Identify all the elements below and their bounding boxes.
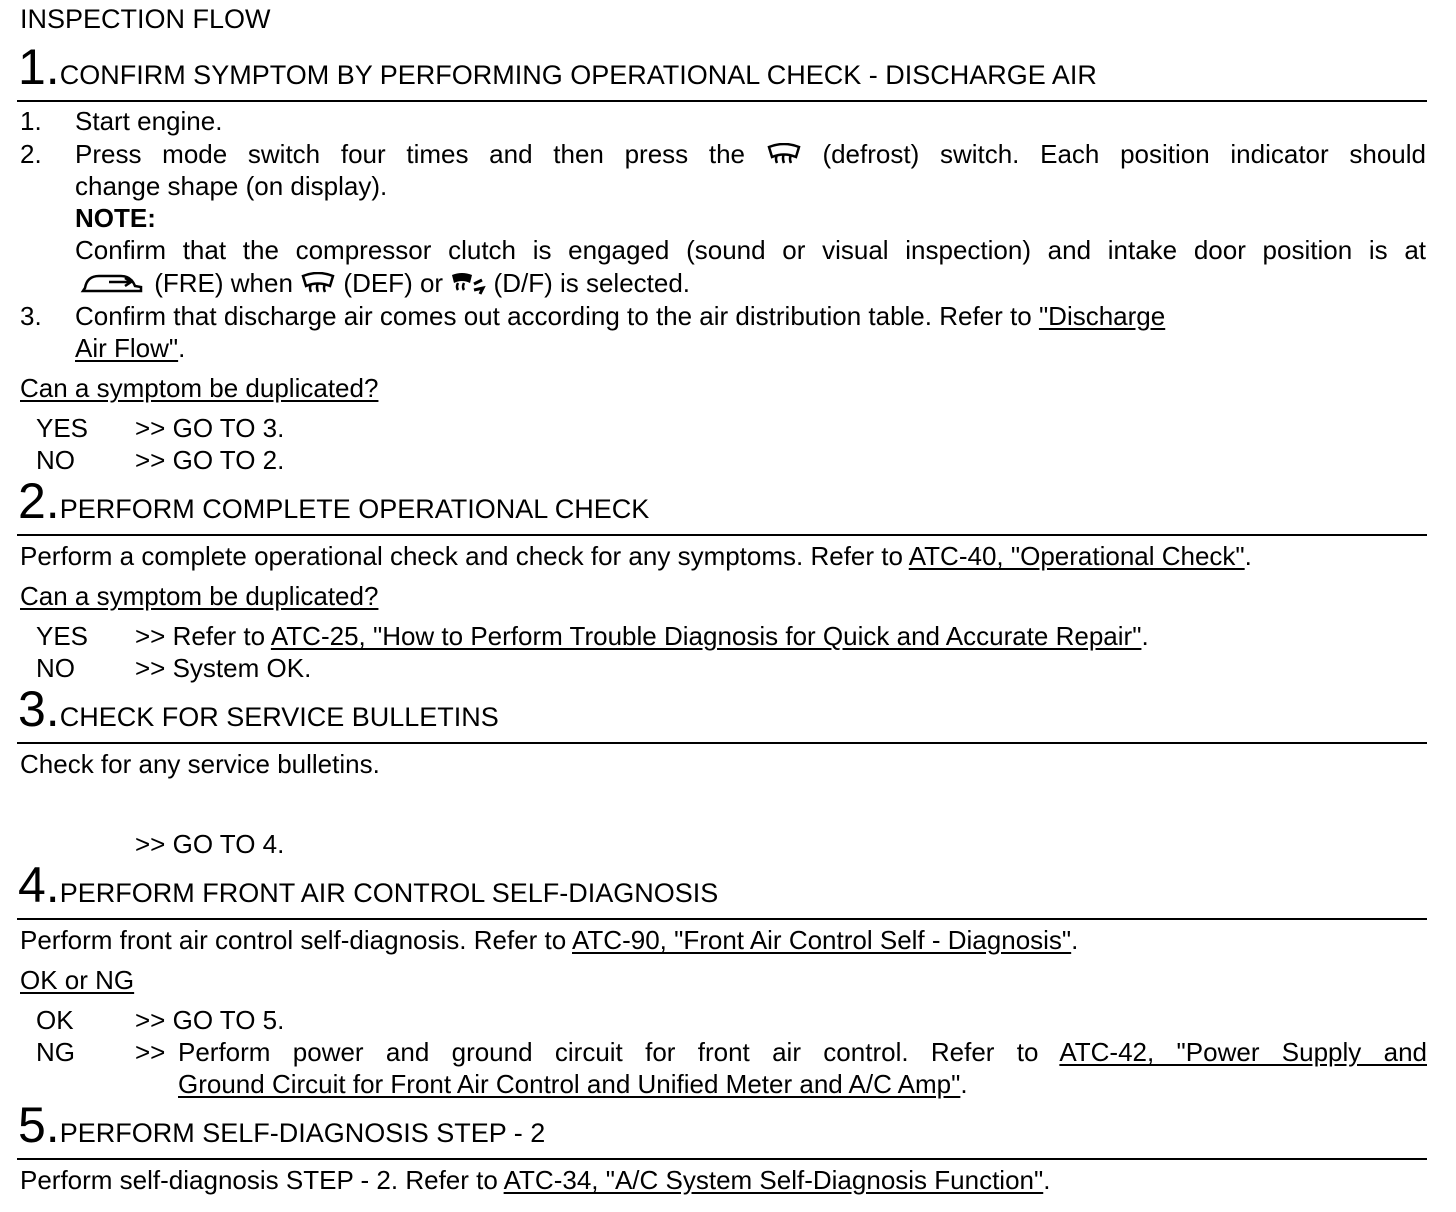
step-number: 1. bbox=[18, 39, 60, 95]
question: OK or NG bbox=[20, 965, 135, 995]
list-item-text: Confirm that discharge air comes out according to the air distribution table. Refer to "Discharge bbox=[75, 301, 1166, 331]
step-3-heading bbox=[18, 681, 499, 737]
step-number: 4. bbox=[18, 857, 60, 913]
link-atc-40[interactable]: ATC-40, "Operational Check" bbox=[908, 541, 1245, 571]
answer-key: OK bbox=[36, 1005, 74, 1035]
step-number: 5. bbox=[18, 1097, 60, 1153]
answer-text: >> GO TO 3. bbox=[135, 413, 285, 443]
answer-text-cont: Ground Circuit for Front Air Control and Unified Meter and A/C Amp". bbox=[178, 1069, 968, 1099]
page-title: INSPECTION FLOW bbox=[20, 4, 271, 34]
step-body: Perform a complete operational check and check for any symptoms. Refer to ATC-40, "Operational Check". bbox=[20, 541, 1252, 571]
step-1-heading bbox=[18, 39, 1097, 95]
step-title: PERFORM SELF-DIAGNOSIS STEP - 2 bbox=[59, 1118, 546, 1148]
step-5-heading bbox=[18, 1097, 546, 1153]
list-number: 2. bbox=[20, 139, 42, 169]
list-number: 1. bbox=[20, 106, 42, 136]
note-text-cont: (FRE) when (DEF) or (D/F) is selected. bbox=[75, 268, 690, 303]
defrost-icon bbox=[766, 143, 802, 174]
defrost-foot-icon bbox=[450, 272, 486, 303]
step-title: PERFORM COMPLETE OPERATIONAL CHECK bbox=[59, 494, 650, 524]
answer-key: YES bbox=[36, 621, 89, 651]
link-atc-25[interactable]: ATC-25, "How to Perform Trouble Diagnosis for Quick and Accurate Repair" bbox=[270, 621, 1142, 651]
answer-key: YES bbox=[36, 413, 89, 443]
answer-text: >> GO TO 4. bbox=[135, 829, 285, 859]
link-atc-42-cont[interactable]: Ground Circuit for Front Air Control and Unified Meter and A/C Amp" bbox=[178, 1069, 961, 1099]
list-item-text-cont: change shape (on display). bbox=[75, 171, 388, 201]
answer-text: Perform power and ground circuit for front air control. Refer to ATC-42, "Power Supply and bbox=[178, 1037, 1427, 1067]
link-atc-34[interactable]: ATC-34, "A/C System Self-Diagnosis Function" bbox=[503, 1165, 1044, 1195]
step-body: Check for any service bulletins. bbox=[20, 749, 380, 779]
answer-text: >> GO TO 2. bbox=[135, 445, 285, 475]
answer-text: >> System OK. bbox=[135, 653, 312, 683]
defrost-icon bbox=[300, 272, 336, 303]
answer-text: >> Refer to ATC-25, "How to Perform Trouble Diagnosis for Quick and Accurate Repair". bbox=[135, 621, 1149, 651]
link-discharge-air-flow-cont[interactable]: Air Flow" bbox=[75, 333, 179, 363]
list-item-text-cont: Air Flow". bbox=[75, 333, 186, 363]
fresh-air-icon bbox=[75, 270, 147, 303]
step-number: 3. bbox=[18, 681, 60, 737]
note-label: NOTE: bbox=[75, 203, 156, 233]
step-body: Perform self-diagnosis STEP - 2. Refer to ATC-34, "A/C System Self-Diagnosis Function". bbox=[20, 1165, 1051, 1195]
list-item-text: Start engine. bbox=[75, 106, 223, 136]
link-atc-90[interactable]: ATC-90, "Front Air Control Self - Diagnosis" bbox=[572, 925, 1072, 955]
divider bbox=[17, 1158, 1427, 1160]
link-atc-42[interactable]: ATC-42, "Power Supply and bbox=[1059, 1037, 1427, 1067]
divider bbox=[17, 918, 1427, 920]
note-text: Confirm that the compressor clutch is engaged (sound or visual inspection) and intake door position is at bbox=[75, 235, 1426, 265]
step-2-heading bbox=[18, 473, 650, 529]
divider bbox=[17, 534, 1427, 536]
step-title: CONFIRM SYMPTOM BY PERFORMING OPERATIONAL CHECK - DISCHARGE AIR bbox=[59, 60, 1097, 90]
step-body: Perform front air control self-diagnosis. Refer to ATC-90, "Front Air Control Self - Diagnosis". bbox=[20, 925, 1079, 955]
answer-arrow: >> bbox=[135, 1037, 166, 1067]
question: Can a symptom be duplicated? bbox=[20, 581, 379, 611]
answer-key: NG bbox=[36, 1037, 75, 1067]
step-title: CHECK FOR SERVICE BULLETINS bbox=[59, 702, 499, 732]
list-item-text: Press mode switch four times and then press the (defrost) switch. Each position indicator should bbox=[75, 139, 1426, 174]
step-title: PERFORM FRONT AIR CONTROL SELF-DIAGNOSIS bbox=[59, 878, 719, 908]
answer-key: NO bbox=[36, 653, 75, 683]
divider bbox=[17, 100, 1427, 102]
step-number: 2. bbox=[18, 473, 60, 529]
link-discharge-air-flow[interactable]: "Discharge bbox=[1038, 301, 1166, 331]
step-4-heading bbox=[18, 857, 719, 913]
answer-text: >> GO TO 5. bbox=[135, 1005, 285, 1035]
question: Can a symptom be duplicated? bbox=[20, 373, 379, 403]
divider bbox=[17, 742, 1427, 744]
answer-key: NO bbox=[36, 445, 75, 475]
list-number: 3. bbox=[20, 301, 42, 331]
